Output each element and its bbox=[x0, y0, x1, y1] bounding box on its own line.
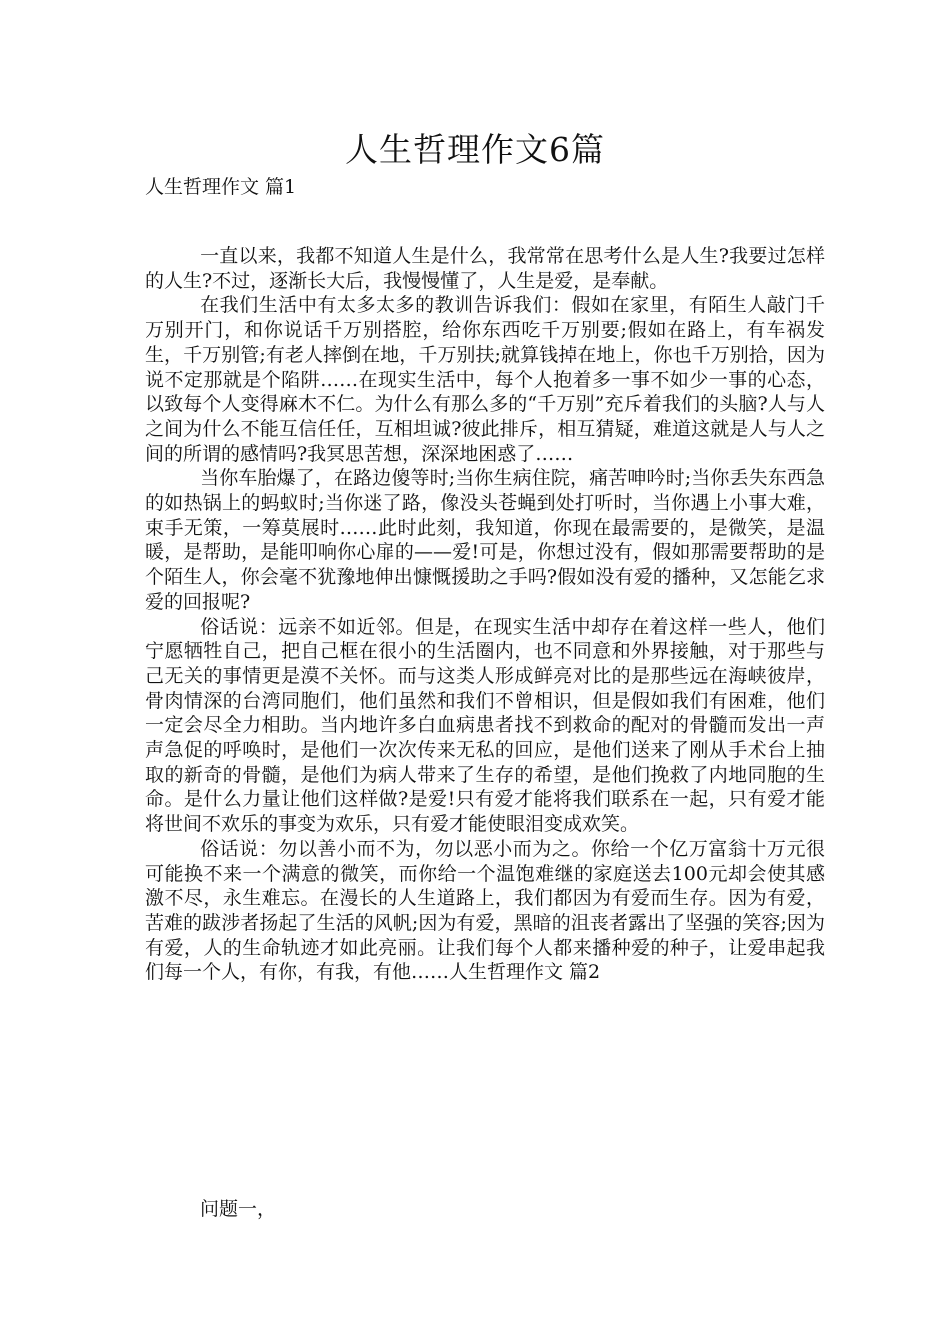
paragraph: 俗话说：远亲不如近邻。但是，在现实生活中却存在着这样一些人，他们宁愿牺牲自己，把自己框在很小的生活圈内，也不同意和外界接触，对于那些与己无关的事情更是漠不关怀。而与这类人形成鲜亮对比的是那些远在海峡彼岸，骨肉情深的台湾同胞们，他们虽然和我们不曾相识，但是假如我们有困难，他们一定会尽全力相助。当内地许多白血病患者找不到救命的配对的骨髓而发出一声声急促的呼唤时，是他们一次次传来无私的回应，是他们送来了刚从手术台上抽取的新奇的骨髓，是他们为病人带来了生存的希望，是他们挽救了内地同胞的生命。是什么力量让他们这样做?是爱!只有爱才能将我们联系在一起，只有爱才能将世间不欢乐的事变为欢乐，只有爱才能使眼泪变成欢笑。 bbox=[145, 615, 825, 836]
paragraph: 在我们生活中有太多太多的教训告诉我们：假如在家里，有陌生人敲门千万别开门，和你说话千万别搭腔，给你东西吃千万别要;假如在路上，有车祸发生，千万别管;有老人摔倒在地，千万别扶;就算钱掉在地上，你也千万别拾，因为说不定那就是个陷阱……在现实生活中，每个人抱着多一事不如少一事的心态，以致每个人变得麻木不仁。为什么有那么多的“千万别”充斥着我们的头脑?人与人之间为什么不能互信任任，互相坦诚?彼此排斥，相互猜疑，难道这就是人与人之间的所谓的感情吗?我冥思苦想，深深地困惑了…… bbox=[145, 294, 825, 465]
paragraph: 当你车胎爆了，在路边傻等时;当你生病住院，痛苦呻吟时;当你丢失东西急的如热锅上的蚂蚁时;当你迷了路，像没头苍蝇到处打听时，当你遇上小事大难，束手无策，一筹莫展时……此时此刻，我知道，你现在最需要的，是微笑，是温暖，是帮助，是能叩响你心扉的——爱!可是，你想过没有，假如那需要帮助的是个陌生人，你会毫不犹豫地伸出慷慨援助之手吗?假如没有爱的播种，又怎能乞求爱的回报呢? bbox=[145, 467, 825, 613]
document-title: 人生哲理作文6篇 bbox=[345, 130, 605, 169]
paragraph: 一直以来，我都不知道人生是什么，我常常在思考什么是人生?我要过怎样的人生?不过，逐渐长大后，我慢慢懂了，人生是爱，是奉献。 bbox=[145, 245, 825, 292]
section-heading: 人生哲理作文 篇1 bbox=[145, 176, 297, 198]
paragraph: 俗话说：勿以善小而不为，勿以恶小而为之。你给一个亿万富翁十万元很可能换不来一个满意的微笑，而你给一个温饱难继的家庭送去100元却会使其感激不尽，永生难忘。在漫长的人生道路上，我们都因为有爱而生存。因为有爱，苦难的跋涉者扬起了生活的风帆;因为有爱，黑暗的沮丧者露出了坚强的笑容;因为有爱，人的生命轨迹才如此亮丽。让我们每个人都来播种爱的种子，让爱串起我们每一个人，有你，有我，有他……人生哲理作文 篇2 bbox=[145, 837, 825, 984]
question-line: 问题一， bbox=[200, 1198, 277, 1220]
essay-body bbox=[145, 244, 825, 985]
